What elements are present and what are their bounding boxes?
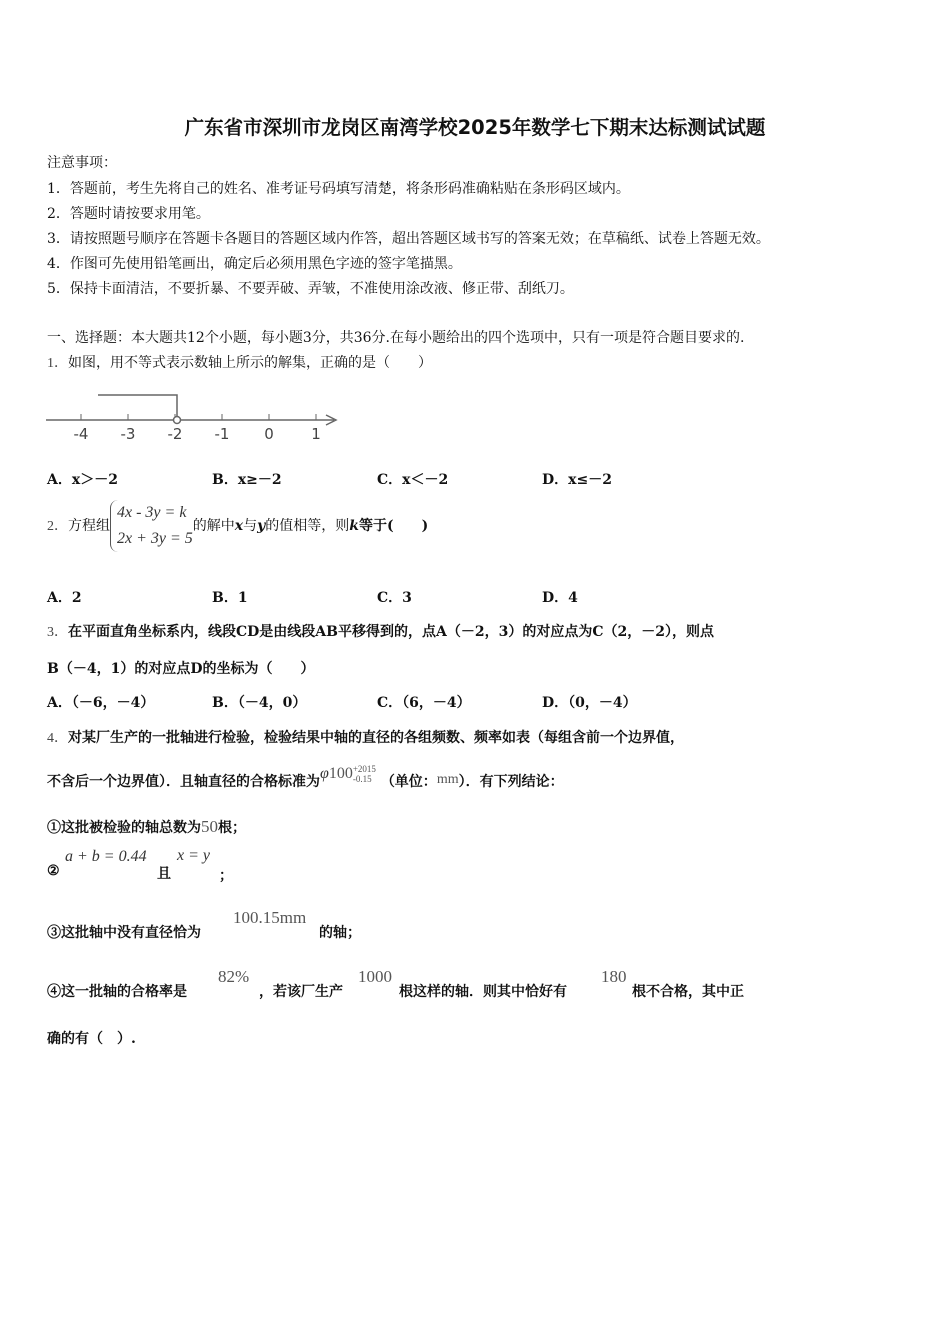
statement-text: 的轴； xyxy=(319,925,361,941)
question-4 xyxy=(47,727,684,747)
statement-text: ； xyxy=(219,868,233,884)
note-item: 2．答题时请按要求用笔。 xyxy=(47,206,210,222)
equation-a-plus-b: a + b = 0.44 xyxy=(65,848,147,865)
option-a: A．2 xyxy=(47,590,82,606)
statement-text: ④这一批轴的合格率是 xyxy=(47,984,187,1000)
question-text: 不含后一个边界值）．且轴直径的合格标准为 xyxy=(47,774,320,790)
question-text: 在平面直角坐标系内，线段CD是由线段AB平移得到的，点A（－2，3）的对应点为C（2，－2），则点 xyxy=(68,624,714,640)
question-text: 的值相等，则 xyxy=(265,518,350,534)
note-item: 1．答题前，考生先将自己的姓名、准考证号码填写清楚，将条形码准确粘贴在条形码区域内。 xyxy=(47,181,630,197)
equation-1: 4x - 3y = k xyxy=(117,504,187,521)
option-d: D．x≤－2 xyxy=(542,472,612,488)
statement-1 xyxy=(47,812,246,843)
option-a: A．x＞－2 xyxy=(47,472,118,488)
question-lead: 方程组 xyxy=(68,518,110,534)
tolerance xyxy=(353,764,376,784)
standard-base: 100 xyxy=(328,765,353,782)
tick-label: -2 xyxy=(167,425,183,443)
defect-count: 180 xyxy=(601,967,627,986)
standard-formula xyxy=(320,764,376,785)
question-text: 如图，用不等式表示数轴上所示的解集，正确的是（ ） xyxy=(68,355,432,371)
statement-text: 根不合格，其中正 xyxy=(632,984,744,1000)
question-2 xyxy=(47,500,428,552)
number-line-figure xyxy=(44,385,344,445)
statement-text: ② xyxy=(47,863,60,879)
question-end: 确的有（ ）. xyxy=(47,1031,136,1047)
statement-text: ①这批被检验的轴总数为 xyxy=(47,820,201,836)
option-c: C．x＜－2 xyxy=(377,472,449,488)
phi-symbol: φ xyxy=(320,765,329,782)
statement-text: ，若该厂生产 xyxy=(259,984,343,1000)
section-heading: 一、选择题：本大题共12个小题，每小题3分，共36分.在每小题给出的四个选项中，只有一项是符合题目要求的. xyxy=(47,330,745,346)
question-1 xyxy=(47,352,432,372)
option-c: C．3 xyxy=(377,590,412,606)
statement-text: 根这样的轴．则其中恰好有 xyxy=(399,984,567,1000)
question-number: 1． xyxy=(47,356,68,371)
unit: mm xyxy=(436,772,459,787)
statement-text: 且 xyxy=(157,866,171,882)
question-3 xyxy=(47,621,714,641)
solution-ray xyxy=(98,395,177,417)
question-number: 3． xyxy=(47,625,68,640)
option-b: B．（－4，0） xyxy=(212,695,307,711)
note-item: 5．保持卡面清洁，不要折暴、不要弄破、弄皱，不准使用涂改液、修正带、刮纸刀。 xyxy=(47,281,574,297)
statement-text: ③这批轴中没有直径恰为 xyxy=(47,925,201,941)
tick-label: -3 xyxy=(120,425,136,443)
tick-label: 0 xyxy=(264,425,274,443)
tick-label: -4 xyxy=(73,425,89,443)
option-b: B．x≥－2 xyxy=(212,472,282,488)
production-count: 1000 xyxy=(358,967,392,986)
question-text-line xyxy=(47,762,564,803)
ticks xyxy=(81,414,316,420)
note-item: 3．请按照题号顺序在答题卡各题目的答题区域内作答，超出答题区域书写的答案无效；在草稿纸、试卷上答题无效。 xyxy=(47,231,770,247)
pass-rate: 82% xyxy=(218,967,250,986)
statement-text: 根； xyxy=(218,820,246,836)
diameter-value: 100.15mm xyxy=(233,908,307,927)
notes-heading: 注意事项： xyxy=(47,155,117,171)
open-circle-marker xyxy=(174,417,181,424)
question-text: ）．有下列结论： xyxy=(458,774,564,790)
total-count: 50 xyxy=(201,817,218,836)
question-number: 4． xyxy=(47,731,68,746)
equation-system xyxy=(110,500,193,552)
upper-tolerance: +2015 xyxy=(352,764,376,775)
question-text: （单位： xyxy=(380,774,437,790)
option-c: C．（6，－4） xyxy=(377,695,471,711)
equation-x-eq-y: x = y xyxy=(177,847,210,864)
question-text: 对某厂生产的一批轴进行检验，检验结果中轴的直径的各组频数、频率如表（每组含前一个边界值， xyxy=(68,730,684,746)
variable-x: x xyxy=(234,518,244,534)
option-d: D．（0，－4） xyxy=(542,695,637,711)
lower-tolerance: -0.15 xyxy=(352,774,372,785)
question-text: 与 xyxy=(243,518,258,534)
question-number: 2． xyxy=(47,519,68,534)
page-title: 广东省市深圳市龙岗区南湾学校2025年数学七下期末达标测试试题 xyxy=(184,116,766,139)
tick-label: 1 xyxy=(311,425,321,443)
variable-k: k xyxy=(349,518,359,534)
equation-2: 2x + 3y = 5 xyxy=(117,530,193,547)
question-text: 等于( ) xyxy=(359,518,429,534)
tick-label: -1 xyxy=(214,425,230,443)
option-d: D．4 xyxy=(542,590,578,606)
question-text: B（－4，1）的对应点D的坐标为（ ） xyxy=(47,661,315,677)
variable-y: y xyxy=(257,518,266,534)
question-text: 的解中 xyxy=(192,518,235,534)
option-a: A．（－6，－4） xyxy=(47,695,155,711)
note-item: 4．作图可先使用铅笔画出，确定后必须用黑色字迹的签字笔描黑。 xyxy=(47,256,462,272)
option-b: B．1 xyxy=(212,590,248,606)
